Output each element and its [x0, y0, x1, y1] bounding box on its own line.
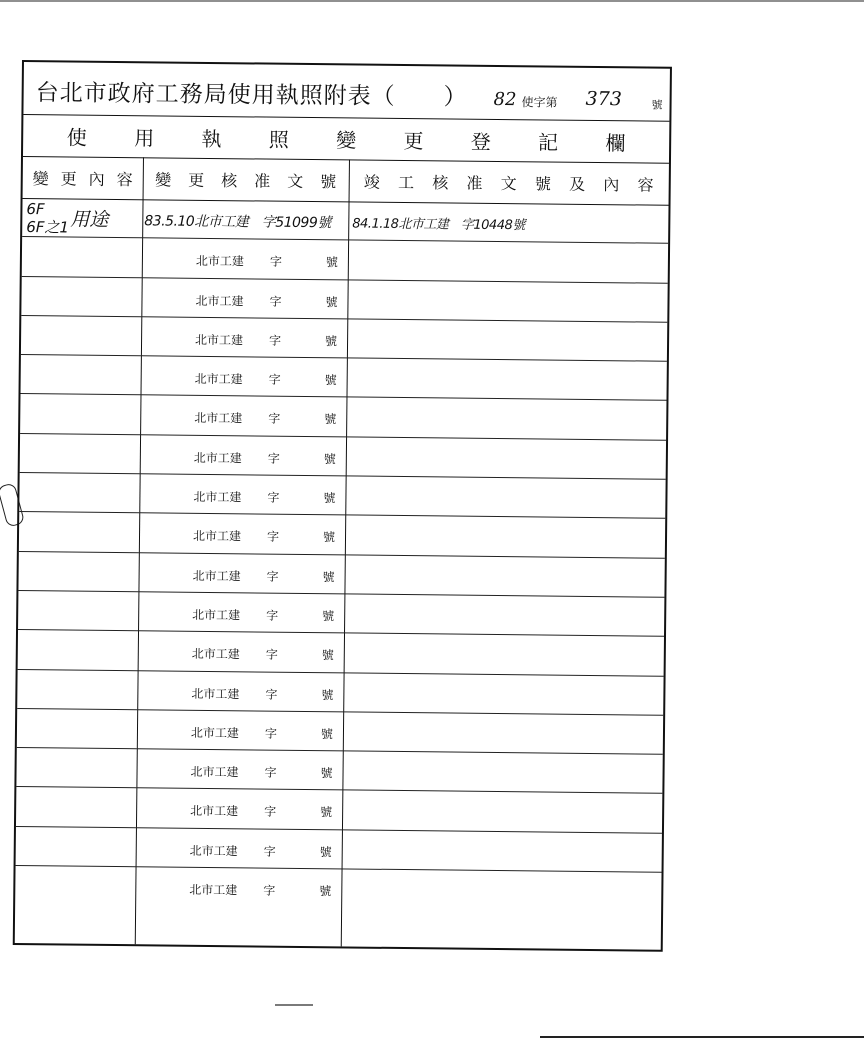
scan-top-edge	[0, 0, 864, 2]
header-char: 更	[188, 170, 205, 190]
bureau-label: 北市工建	[195, 293, 244, 308]
bureau-label: 北市工建	[190, 725, 240, 741]
section-title-char: 用	[134, 125, 155, 150]
approval-cell	[142, 239, 348, 280]
change-content-purpose: 用途	[70, 208, 109, 231]
table-row	[18, 591, 664, 637]
completion-doc-number: 84.1.18北市工建 字10448號	[352, 216, 525, 234]
hao-label: 號	[320, 805, 333, 820]
table-row	[17, 670, 663, 716]
scan-bottom-mark	[275, 1004, 313, 1006]
section-title-char: 登	[470, 129, 491, 154]
hao-label: 號	[321, 648, 334, 663]
permit-year: 82	[493, 88, 517, 111]
approval-cell	[138, 553, 344, 594]
approval-cell	[139, 474, 345, 515]
header-char: 更	[60, 168, 77, 189]
zi-label: 字	[267, 451, 280, 466]
bureau-label: 北市工建	[189, 843, 238, 859]
bureau-label: 北市工建	[189, 882, 238, 898]
bureau-label: 北市工建	[192, 607, 241, 623]
scan-bottom-rule	[540, 1036, 864, 1038]
bureau-label: 北市工建	[195, 254, 244, 269]
approval-cell	[140, 356, 346, 397]
approval-cell	[142, 199, 348, 240]
hao-label: 號	[321, 687, 334, 702]
table-row	[19, 473, 665, 519]
approval-cell	[141, 278, 347, 319]
header-char: 核	[221, 170, 238, 190]
header-char: 內	[88, 169, 105, 189]
hao-label: 號	[319, 844, 332, 860]
approval-cell	[136, 749, 342, 790]
table-row	[22, 237, 668, 283]
header-char: 文	[287, 171, 304, 191]
header-char: 容	[116, 169, 133, 189]
zi-label: 字	[265, 687, 278, 702]
section-title-char: 使	[66, 124, 87, 150]
bureau-label: 北市工建	[190, 764, 239, 780]
hao-label: 號	[322, 609, 335, 624]
form-title: 台北市政府工務局使用執照附表（ ）	[35, 80, 468, 111]
approval-cell	[140, 396, 346, 437]
bureau-label: 北市工建	[191, 686, 240, 701]
table-row	[20, 394, 666, 440]
change-content-floor: 6F	[26, 200, 45, 219]
table-row	[19, 512, 665, 558]
zi-label: 字	[266, 608, 279, 623]
bureau-label: 北市工建	[193, 489, 242, 505]
approval-cell	[136, 828, 342, 869]
zi-label: 字	[269, 333, 282, 348]
zi-label: 字	[266, 569, 279, 584]
permit-number: 373	[585, 87, 623, 111]
header-char: 內	[603, 174, 620, 194]
header-char: 變	[32, 168, 49, 188]
section-title-char: 記	[537, 129, 559, 155]
header-completion-doc	[349, 159, 669, 204]
table-row	[15, 866, 661, 912]
zi-label: 字	[264, 765, 277, 780]
approval-cell	[137, 710, 343, 751]
zi-label: 字	[268, 412, 281, 427]
table-row	[18, 630, 664, 676]
hao-label: 號	[322, 530, 336, 545]
bureau-label: 北市工建	[194, 411, 243, 426]
zi-label: 字	[267, 490, 280, 505]
section-title-char: 執	[201, 126, 222, 151]
permit-label: 使字第	[521, 95, 558, 110]
approval-cell	[137, 671, 343, 712]
approval-cell	[141, 317, 347, 358]
header-char: 核	[432, 172, 449, 192]
section-title-char: 更	[403, 128, 424, 153]
bureau-label: 北市工建	[193, 450, 242, 466]
hao-label: 號	[322, 569, 335, 584]
approval-cell	[136, 789, 342, 830]
section-title-char: 照	[268, 127, 289, 152]
bureau-label: 北市工建	[192, 529, 242, 544]
bureau-label: 北市工建	[195, 332, 244, 348]
table-row	[16, 827, 662, 873]
approval-cell	[138, 632, 344, 673]
hao-label: 號	[325, 294, 338, 309]
zi-label: 字	[263, 844, 276, 859]
hao-label: 號	[323, 491, 336, 506]
hao-label: 號	[324, 412, 337, 427]
register-rows	[15, 198, 669, 950]
zi-label: 字	[269, 294, 282, 309]
table-row	[16, 787, 662, 833]
table-row	[22, 198, 668, 244]
bureau-label: 北市工建	[192, 568, 241, 583]
approval-cell	[140, 435, 346, 476]
zi-label: 字	[265, 647, 278, 662]
header-char: 號	[320, 171, 337, 191]
approval-doc-number: 83.5.10北市工建 字51099號	[144, 213, 331, 232]
approval-cell	[138, 592, 344, 633]
table-row	[21, 277, 667, 323]
section-title-char: 變	[336, 127, 357, 153]
permit-change-form	[13, 60, 672, 952]
form-title-row	[23, 62, 670, 122]
hao-label: 號	[320, 727, 334, 742]
header-char: 文	[500, 173, 517, 193]
table-row	[20, 355, 666, 401]
zi-label: 字	[268, 372, 281, 387]
section-title-char: 欄	[605, 130, 626, 155]
approval-cell	[135, 867, 341, 908]
zi-label: 字	[263, 883, 276, 898]
change-content-unit: 6F之1	[26, 218, 70, 237]
bureau-label: 北市工建	[191, 647, 240, 662]
hao-label: 號	[319, 884, 332, 899]
header-char: 准	[466, 173, 483, 193]
zi-label: 字	[264, 805, 277, 820]
hao-label: 號	[325, 255, 338, 270]
hao-label: 號	[323, 451, 336, 467]
bureau-label: 北市工建	[194, 372, 243, 387]
header-change-content	[23, 156, 143, 199]
zi-label: 字	[266, 529, 280, 545]
table-row	[17, 709, 663, 755]
header-approval-doc	[143, 157, 349, 201]
header-char: 容	[637, 174, 654, 195]
header-char: 及	[569, 174, 586, 194]
header-char: 竣	[363, 172, 380, 192]
approval-cell	[139, 514, 345, 555]
table-row	[16, 748, 662, 794]
bureau-label: 北市工建	[190, 804, 239, 819]
table-row	[21, 316, 667, 362]
zi-label: 字	[264, 726, 278, 741]
zi-label: 字	[269, 254, 282, 270]
permit-suffix: 號	[651, 98, 663, 112]
table-row	[20, 434, 666, 480]
table-row	[18, 552, 664, 598]
header-char: 變	[155, 169, 172, 190]
hao-label: 號	[320, 766, 333, 781]
header-char: 准	[254, 170, 271, 191]
header-char: 號	[534, 173, 552, 194]
hao-label: 號	[324, 373, 337, 388]
hao-label: 號	[324, 334, 338, 349]
header-char: 工	[397, 172, 415, 192]
